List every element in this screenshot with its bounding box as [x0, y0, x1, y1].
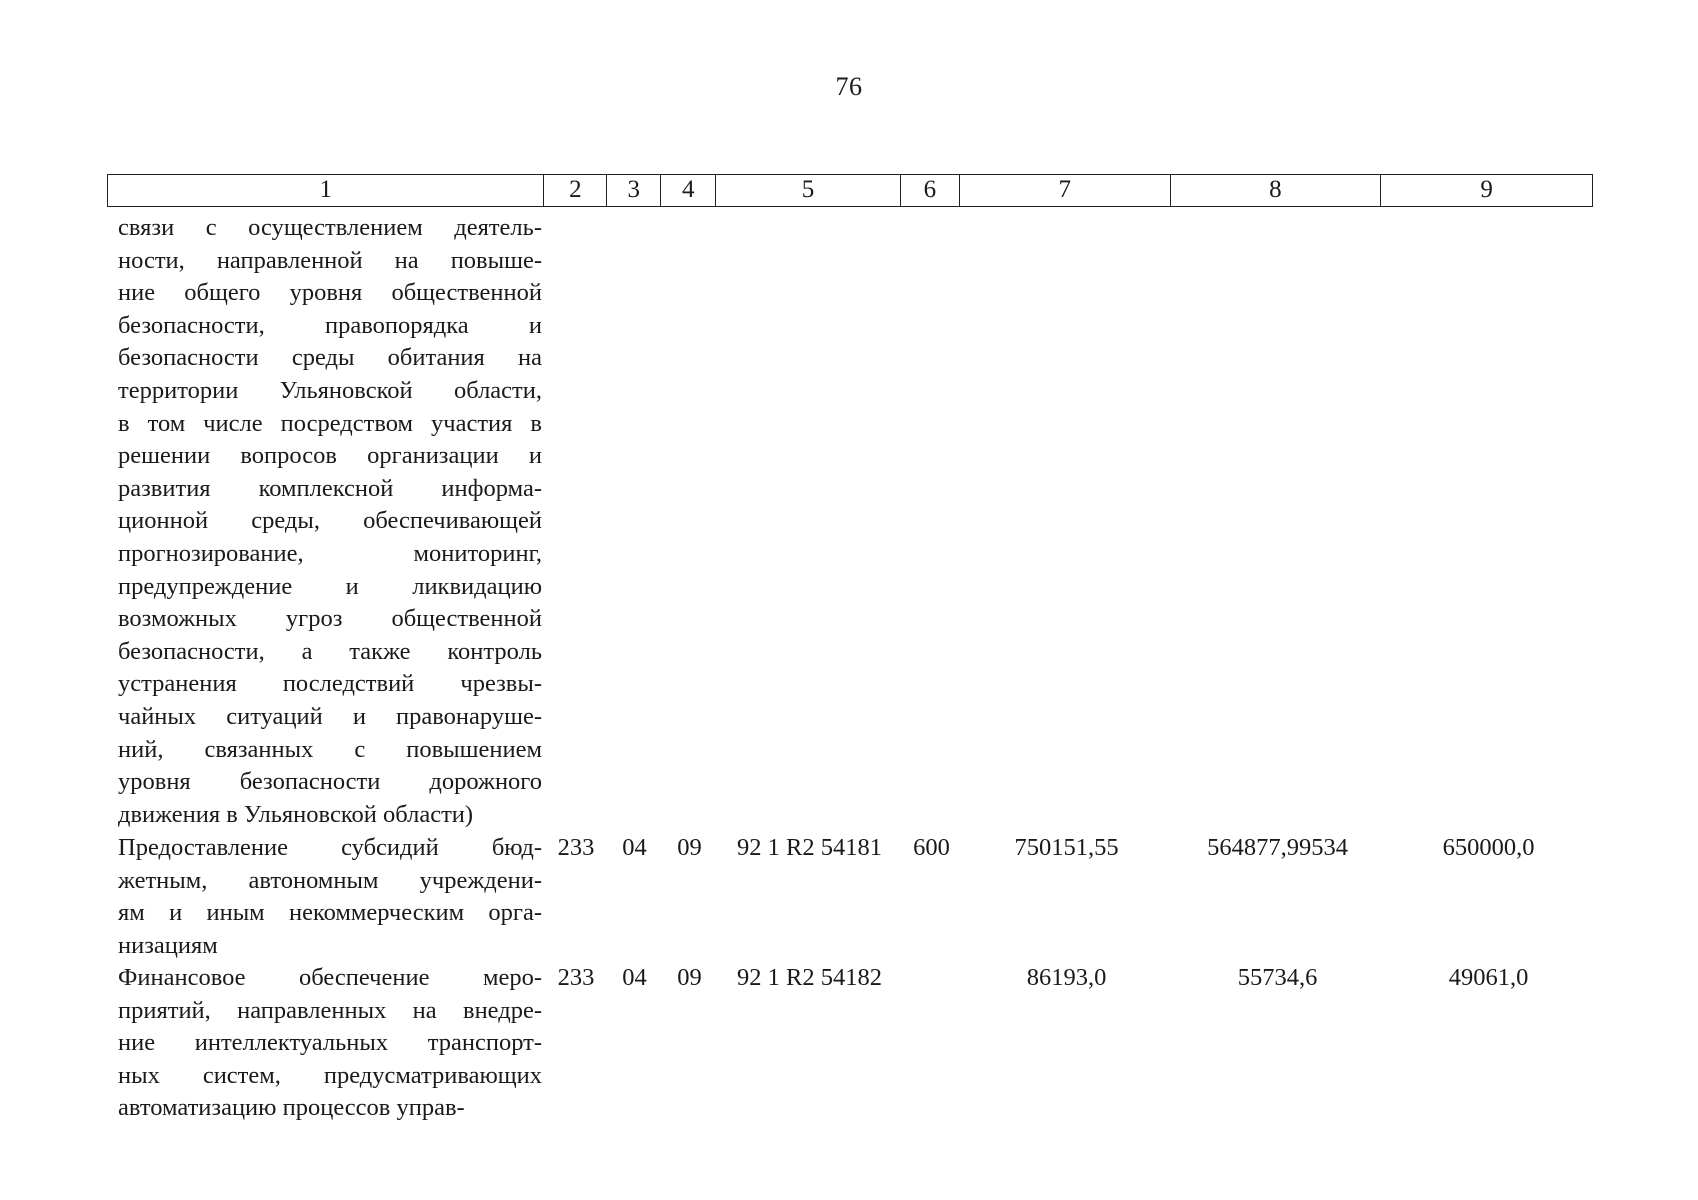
description-line: ных систем, предусматривающих [118, 1061, 542, 1089]
description-line: ям и иным некоммерческим орга- [118, 899, 542, 927]
cell-col-9: 650000,0 [1442, 834, 1535, 861]
description-line: ние общего уровня общественной [118, 279, 542, 307]
cell-col-5: 92 1 R2 54182 [737, 964, 882, 991]
description-line: безопасности, а также контроль [118, 637, 542, 665]
cell-col-4: 09 [677, 964, 702, 991]
description-line: ности, направленной на повыше- [118, 246, 542, 274]
continuation-description [118, 212, 542, 831]
description-line: низациям [118, 931, 218, 959]
description-line: прогнозирование, мониторинг, [118, 539, 542, 567]
header-col-4: 4 [661, 175, 716, 206]
cell-col-2: 233 [557, 964, 595, 991]
description-line: автоматизацию процессов управ- [118, 1094, 465, 1122]
page-number: 76 [835, 72, 863, 101]
header-col-2: 2 [544, 175, 607, 206]
cell-col-5: 92 1 R2 54181 [737, 834, 882, 861]
cell-col-7: 750151,55 [1014, 834, 1119, 861]
description-line: чайных ситуаций и правонаруше- [118, 702, 542, 730]
description-line: возможных угроз общественной [118, 605, 542, 633]
description-line: жетным, автономным учреждени- [118, 866, 542, 894]
header-col-5: 5 [716, 175, 901, 206]
cell-col-6: 600 [913, 834, 950, 861]
table-header-row [107, 174, 1593, 207]
description-line: устранения последствий чрезвы- [118, 670, 542, 698]
header-col-1: 1 [108, 175, 544, 206]
cell-col-8: 564877,99534 [1207, 834, 1348, 861]
description-line: движения в Ульяновской области) [118, 800, 474, 828]
description-line: предупреждение и ликвидацию [118, 572, 542, 600]
header-col-9: 9 [1480, 176, 1493, 203]
description-line: безопасности среды обитания на [118, 344, 542, 372]
description-line: связи с осуществлением деятель- [118, 214, 542, 241]
description-line: территории Ульяновской области, [118, 376, 542, 404]
description-line: Финансовое обеспечение меро- [118, 964, 542, 991]
description-line: ционной среды, обеспечивающей [118, 507, 542, 535]
cell-col-3: 04 [622, 964, 647, 991]
cell-col-2: 233 [557, 834, 595, 861]
description-line: уровня безопасности дорожного [118, 768, 542, 796]
description-line: развития комплексной информа- [118, 474, 542, 502]
row-description [118, 832, 542, 962]
cell-col-9: 49061,0 [1448, 964, 1529, 991]
header-col-3: 3 [607, 175, 661, 206]
description-line: ние интеллектуальных транспорт- [118, 1029, 542, 1057]
cell-col-3: 04 [622, 834, 647, 861]
cell-col-8: 55734,6 [1237, 964, 1318, 991]
header-col-8: 8 [1171, 175, 1382, 206]
row-description [118, 962, 542, 1125]
header-col-7: 7 [960, 175, 1171, 206]
description-line: ний, связанных с повышением [118, 735, 542, 763]
description-line: Предоставление субсидий бюд- [118, 834, 542, 861]
header-col-6: 6 [901, 175, 960, 206]
cell-col-7: 86193,0 [1026, 964, 1107, 991]
description-line: в том числе посредством участия в [118, 409, 542, 437]
description-line: решении вопросов организации и [118, 442, 542, 470]
description-line: безопасности, правопорядка и [118, 311, 542, 339]
description-line: приятий, направленных на внедре- [118, 996, 542, 1024]
cell-col-4: 09 [677, 834, 702, 861]
